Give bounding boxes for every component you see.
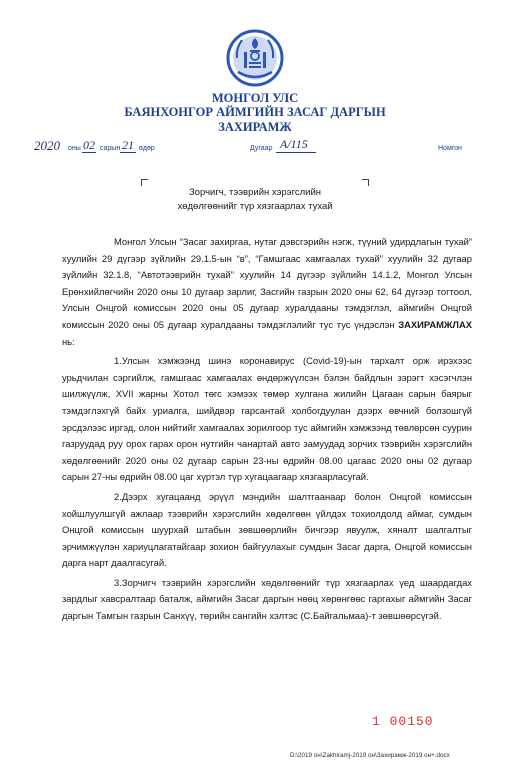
- date-day-label: өдөр: [139, 145, 155, 152]
- subject-line-1: Зорчигч, тээврийн хэрэгслийн: [188, 187, 322, 198]
- date-month: 02: [83, 138, 95, 152]
- paragraph-3: 3.Зорчигч тээврийн хэрэгслийн хөдөлгөөнийг түр хязгаарлах үед шаардагдах зардлыг хавсралтаар баталж, аймгийн Засаг даргын нөөц хөрөнгөөс гаргахыг аймгийн Засаг даргын Тамгын газрын Санхүү, төрийн сангийн хэлтэс (С.Байгальмаа)-т зөвшөөрсүгэй.: [62, 576, 472, 622]
- document-number: А/115: [280, 137, 308, 151]
- header-country: МОНГОЛ УЛС: [211, 91, 299, 105]
- place-name: Номгон: [438, 145, 462, 152]
- subject-bracket-left: [141, 179, 148, 186]
- subject-line-2: хөдөлгөөнийг түр хязгаарлах тухай: [177, 201, 333, 212]
- header-doc-type: ЗАХИРАМЖ: [218, 120, 292, 134]
- subject-bracket-right: [362, 179, 369, 186]
- stamp-number: 1 00150: [372, 714, 434, 729]
- header-authority: БАЯНХОНГОР АЙМГИЙН ЗАСАГ ДАРГЫН: [124, 105, 386, 119]
- footer-file-path: D:\2019 он\Zakhiramj-2019 он\Захирамж-2019 он+.docx: [290, 752, 450, 759]
- date-day: 21: [122, 138, 134, 152]
- paragraph-1: 1.Улсын хэмжээнд шинэ коронавирус (Covid-19)-ын тархалт орж ирэхээс урьдчилан сэргийлж, гамшгаас хамгаалах өндөржүүлсэн бэлэн байдлын зэрэгт хэсэгчлэн шилжүүлж, XVII жарны Хотол төгс хэмээх төмөр хулгана жилийн Цагаан сарын баярыг тэмдэглэхгүй байх уриалга, шийдвэр гарсантай холбогдуулан дээрх өвчний болзошгүй эрсдэлээс иргэд, олон нийтийг хамгаалах зорилгоор тус аймгийн хэмжээнд төвлөрсөн суурин газруудад руу орох гарах орон нутгийн чанартай авто замуудад зорчих тээврийн хэрэгслийн хөдөлгөөнийг 2020 оны 02 дугаар сарын 23-ны өдрийн 08.00 цагаас 2020 оны 02 дугаар сарын 27-ны өдрийн 08.00 цаг хүртэл түр хугацаагаар хязгаарласугай.: [62, 355, 472, 483]
- state-emblem-icon: [224, 28, 286, 88]
- date-number-line: [0, 137, 510, 160]
- date-month-label: сарын: [100, 145, 121, 152]
- number-label: Дугаар: [250, 145, 273, 152]
- date-year: 2020: [34, 138, 60, 153]
- document-body: [62, 234, 472, 625]
- paragraph-2: 2.Дээрх хугацаанд эрүүл мэндийн шалтгаанаар болон Онцгой комиссын хойшлуулшгүй ажлаар тээврийн хэрэгслийн хөдөлгөөн үйлдэх тохиолдолд аймаг, сумдын Онцгой комиссын шуурхай штабын зөвшөөрлийн бичгээр явуулж, хяналт шалгалтыг эрчимжүүлэн хариуцлагатайгаар зохион байгуулахыг сумдын Засаг дарга, Онцгой комиссын дарга нарт даалгасугай.: [62, 490, 472, 569]
- decree-keyword: ЗАХИРАМЖЛАХ: [398, 318, 472, 330]
- date-year-label: оны: [68, 145, 81, 152]
- paragraph-preamble: Монгол Улсын “Засаг захиргаа, нутаг дэвсгэрийн нэгж, түүний удирдлагын тухай” хуулийн 29 дүгээр зүйлийн 29.1.5-ын “в”, “Гамшгаас хамгаалах тухай” хуулийн 32 дугаар зүйлийн 32.1.8, “Автотээврийн тухай” хуулийн 14 дүгээр зүйлийн 14.1.2, Монгол Улсын Ерөнхийлөгчийн 2020 оны 10 дугаар зарлиг, Засгийн газрын 2020 оны 62, 64 дүгээр тогтоол, Улсын Онцгой комиссын 2020 оны 05 дугаар хуралдааны тэмдэглэл, аймгийн Онцгой комиссын 2020 оны 05 дугаар хуралдааны тэмдэглэлийг тус тус үндэслэн ЗАХИРАМЖЛАХ нь:: [62, 236, 472, 347]
